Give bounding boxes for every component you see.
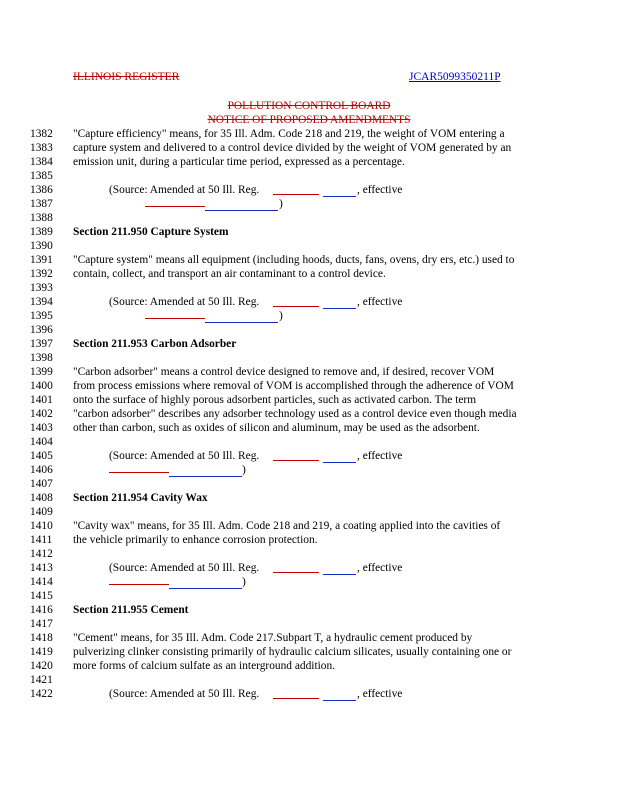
source-note: (Source: Amended at 50 Ill. Reg. bbox=[109, 562, 260, 574]
source-close: ) bbox=[242, 464, 246, 476]
section-heading: Section 211.953 Carbon Adsorber bbox=[73, 338, 237, 350]
definition-line: "carbon adsorber" describes any adsorber technology used as a control device even though media bbox=[73, 408, 517, 420]
line-number: 1407 bbox=[30, 478, 53, 490]
line-number: 1420 bbox=[30, 660, 53, 672]
definition-line: "Cavity wax" means, for 35 Ill. Adm. Code 218 and 219, a coating applied into the cavities of bbox=[73, 520, 501, 532]
definition-line: "Cement" means, for 35 Ill. Adm. Code 217.Subpart T, a hydraulic cement produced by bbox=[73, 632, 473, 644]
line-number: 1385 bbox=[30, 170, 53, 182]
inserted-text-mark bbox=[323, 196, 356, 197]
section-heading: Section 211.950 Capture System bbox=[73, 226, 229, 238]
inserted-text-mark bbox=[323, 700, 356, 701]
definition-line: other than carbon, such as oxides of silicon and aluminum, may be used as the adsorbent. bbox=[73, 422, 480, 434]
inserted-text-mark bbox=[323, 574, 356, 575]
definition-line: from process emissions where removal of VOM is accomplished through the adherence of VOM bbox=[73, 380, 514, 392]
line-number: 1384 bbox=[30, 156, 53, 168]
line-number: 1401 bbox=[30, 394, 53, 406]
deleted-text-mark bbox=[273, 572, 319, 573]
line-number: 1402 bbox=[30, 408, 53, 420]
line-number: 1421 bbox=[30, 674, 53, 686]
definition-line: the vehicle primarily to enhance corrosion protection. bbox=[73, 534, 318, 546]
inserted-text-mark bbox=[323, 308, 356, 309]
line-number: 1392 bbox=[30, 268, 53, 280]
line-number: 1383 bbox=[30, 142, 53, 154]
line-number: 1409 bbox=[30, 506, 53, 518]
inserted-text-mark bbox=[169, 588, 242, 589]
line-number: 1403 bbox=[30, 422, 53, 434]
definition-line: "Capture system" means all equipment (including hoods, ducts, fans, ovens, dry ers, etc.) used to bbox=[73, 254, 515, 266]
deleted-text-mark bbox=[273, 698, 319, 699]
source-effective: , effective bbox=[357, 450, 403, 462]
section-heading: Section 211.954 Cavity Wax bbox=[73, 492, 208, 504]
line-number: 1415 bbox=[30, 590, 53, 602]
line-number: 1410 bbox=[30, 520, 53, 532]
line-number: 1395 bbox=[30, 310, 53, 322]
definition-line: capture system and delivered to a control device divided by the weight of VOM generated by an bbox=[73, 142, 512, 154]
definition-line: "Capture efficiency" means, for 35 Ill. Adm. Code 218 and 219, the weight of VOM entering a bbox=[73, 128, 505, 140]
line-number: 1414 bbox=[30, 576, 53, 588]
running-header-left: ILLINOIS REGISTER bbox=[73, 71, 180, 83]
line-number: 1405 bbox=[30, 450, 53, 462]
line-number: 1386 bbox=[30, 184, 53, 196]
definition-line: "Carbon adsorber" means a control device designed to remove and, if desired, recover VOM bbox=[73, 366, 495, 378]
section-heading: Section 211.955 Cement bbox=[73, 604, 189, 616]
line-number: 1413 bbox=[30, 562, 53, 574]
notice-title: NOTICE OF PROPOSED AMENDMENTS bbox=[207, 114, 411, 126]
inserted-text-mark bbox=[169, 476, 242, 477]
deleted-text-mark bbox=[109, 584, 169, 585]
source-effective: , effective bbox=[357, 562, 403, 574]
source-note: (Source: Amended at 50 Ill. Reg. bbox=[109, 688, 260, 700]
source-note: (Source: Amended at 50 Ill. Reg. bbox=[109, 296, 260, 308]
line-number: 1396 bbox=[30, 324, 53, 336]
source-close: ) bbox=[242, 576, 246, 588]
line-number: 1382 bbox=[30, 128, 53, 140]
line-number: 1393 bbox=[30, 282, 53, 294]
source-effective: , effective bbox=[357, 184, 403, 196]
source-effective: , effective bbox=[357, 296, 403, 308]
source-note: (Source: Amended at 50 Ill. Reg. bbox=[109, 184, 260, 196]
line-number: 1399 bbox=[30, 366, 53, 378]
source-effective: , effective bbox=[357, 688, 403, 700]
line-number: 1387 bbox=[30, 198, 53, 210]
definition-line: emission unit, during a particular time period, expressed as a percentage. bbox=[73, 156, 405, 168]
deleted-text-mark bbox=[145, 318, 205, 319]
line-number: 1394 bbox=[30, 296, 53, 308]
deleted-text-mark bbox=[145, 206, 205, 207]
source-note: (Source: Amended at 50 Ill. Reg. bbox=[109, 450, 260, 462]
line-number: 1406 bbox=[30, 464, 53, 476]
line-number: 1404 bbox=[30, 436, 53, 448]
inserted-text-mark bbox=[205, 322, 278, 323]
deleted-text-mark bbox=[273, 306, 319, 307]
source-close: ) bbox=[279, 198, 283, 210]
line-number: 1408 bbox=[30, 492, 53, 504]
line-number: 1391 bbox=[30, 254, 53, 266]
definition-line: pulverizing clinker consisting primarily of hydraulic calcium silicates, usually containing one or bbox=[73, 646, 512, 658]
inserted-text-mark bbox=[323, 462, 356, 463]
definition-line: onto the surface of highly porous adsorbent particles, such as activated carbon. The term bbox=[73, 394, 477, 406]
line-number: 1390 bbox=[30, 240, 53, 252]
line-number: 1411 bbox=[30, 534, 53, 546]
deleted-text-mark bbox=[273, 460, 319, 461]
line-number: 1418 bbox=[30, 632, 53, 644]
line-number: 1412 bbox=[30, 548, 53, 560]
deleted-text-mark bbox=[109, 472, 169, 473]
definition-line: more forms of calcium sulfate as an interground addition. bbox=[73, 660, 336, 672]
line-number: 1417 bbox=[30, 618, 53, 630]
board-title: POLLUTION CONTROL BOARD bbox=[227, 100, 391, 112]
line-number: 1400 bbox=[30, 380, 53, 392]
definition-line: contain, collect, and transport an air contaminant to a control device. bbox=[73, 268, 386, 280]
source-close: ) bbox=[279, 310, 283, 322]
line-number: 1419 bbox=[30, 646, 53, 658]
line-number: 1397 bbox=[30, 338, 53, 350]
inserted-text-mark bbox=[205, 210, 278, 211]
running-header-right: JCAR5099350211P bbox=[409, 71, 501, 83]
deleted-text-mark bbox=[273, 194, 319, 195]
line-number: 1422 bbox=[30, 688, 53, 700]
line-number: 1416 bbox=[30, 604, 53, 616]
line-number: 1398 bbox=[30, 352, 53, 364]
line-number: 1389 bbox=[30, 226, 53, 238]
line-number: 1388 bbox=[30, 212, 53, 224]
